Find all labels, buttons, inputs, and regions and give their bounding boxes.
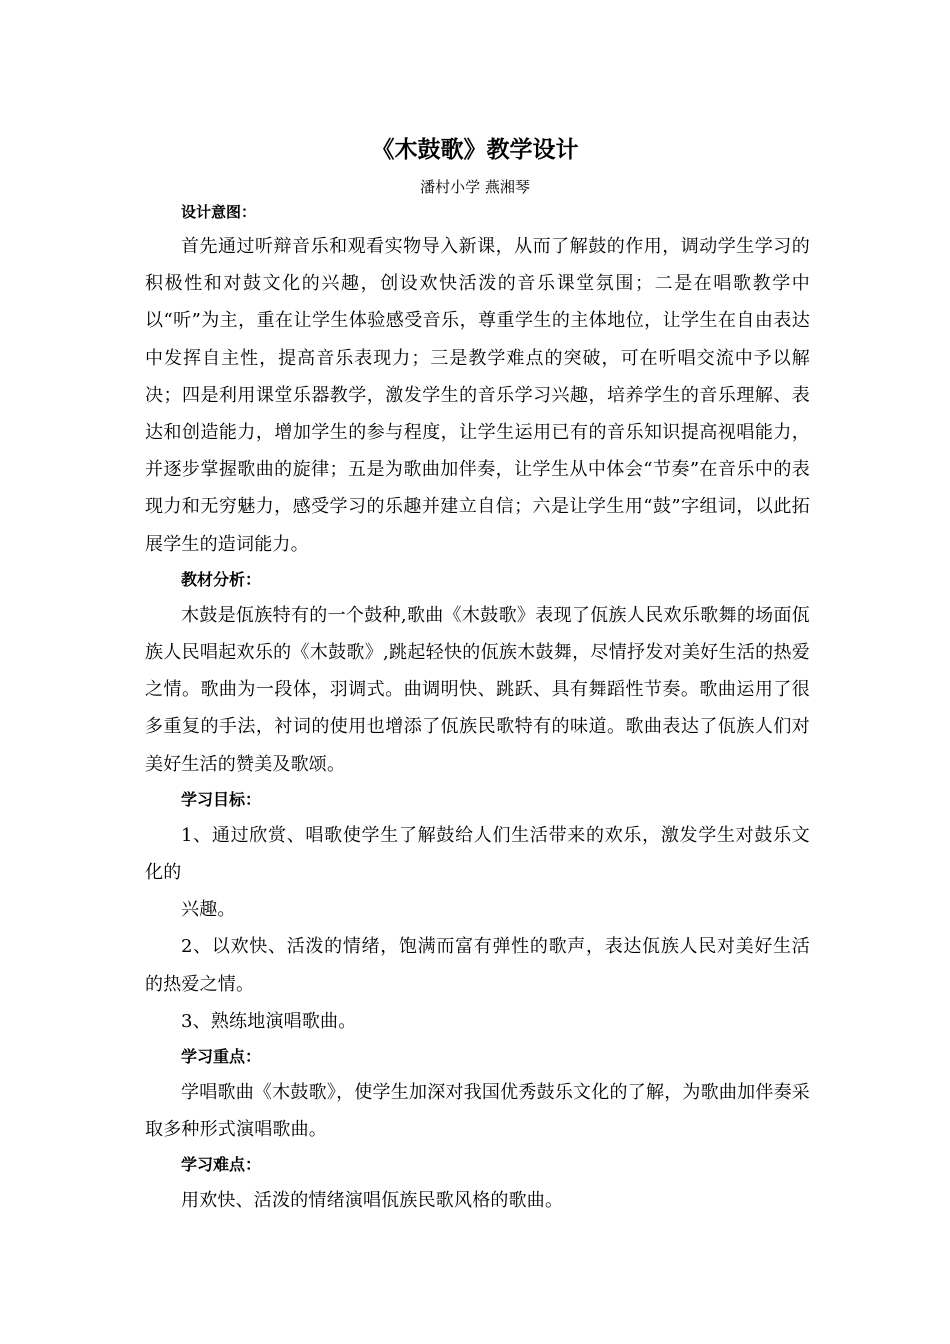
section-heading-difficulties: 学习难点： [181,1155,262,1175]
document-title: 《木鼓歌》教学设计 [371,137,579,163]
section-heading-key-points: 学习重点： [181,1047,262,1067]
paragraph: 学唱歌曲《木鼓歌》，使学生加深对我国优秀鼓乐文化的了解，为歌曲加伴奏采取多种形式演唱歌曲。 [145,1082,810,1141]
document-author: 潘村小学 燕湘琴 [420,178,530,196]
paragraph: 兴趣。 [181,899,236,921]
section-heading-learning-goals: 学习目标： [181,789,262,809]
section-heading-design-intent: 设计意图： [181,203,257,221]
section-heading-material-analysis: 教材分析： [181,569,262,589]
paragraph: 2、以欢快、活泼的情绪，饱满而富有弹性的歌声，表达佤族人民对美好生活的热爱之情。 [145,936,810,995]
paragraph: 用欢快、活泼的情绪演唱佤族民歌风格的歌曲。 [181,1190,564,1212]
paragraph: 首先通过听辩音乐和观看实物导入新课，从而了解鼓的作用，调动学生学习的积极性和对鼓文化的兴趣，创设欢快活泼的音乐课堂氛围；二是在唱歌教学中以“听”为主，重在让学生体验感受音乐，尊重学生的主体地位，让学生在自由表达中发挥自主性，提高音乐表现力；三是教学难点的突破，可在听唱交流中予以解决；四是利用课堂乐器教学，激发学生的音乐学习兴趣，培养学生的音乐理解、表达和创造能力，增加学生的参与程度，让学生运用已有的音乐知识提高视唱能力，并逐步掌握歌曲的旋律；五是为歌曲加伴奏，让学生从中体会“节奏”在音乐中的表现力和无穷魅力，感受学习的乐趣并建立自信；六是让学生用“鼓”字组词，以此拓展学生的造词能力。 [145,236,810,555]
document-body [145,196,810,1220]
paragraph: 1、通过欣赏、唱歌使学生了解鼓给人们生活带来的欢乐，激发学生对鼓乐文化的 [145,824,810,884]
paragraph: 3、熟练地演唱歌曲。 [181,1010,357,1032]
paragraph: 木鼓是佤族特有的一个鼓种,歌曲《木鼓歌》表现了佤族人民欢乐歌舞的场面佤族人民唱起欢乐的《木鼓歌》,跳起轻快的佤族木鼓舞，尽情抒发对美好生活的热爱之情。歌曲为一段体，羽调式。曲调明快、跳跃、具有舞蹈性节奏。歌曲运用了很多重复的手法，衬词的使用也增添了佤族民歌特有的味道。歌曲表达了佤族人们对美好生活的赞美及歌颂。 [145,604,810,775]
